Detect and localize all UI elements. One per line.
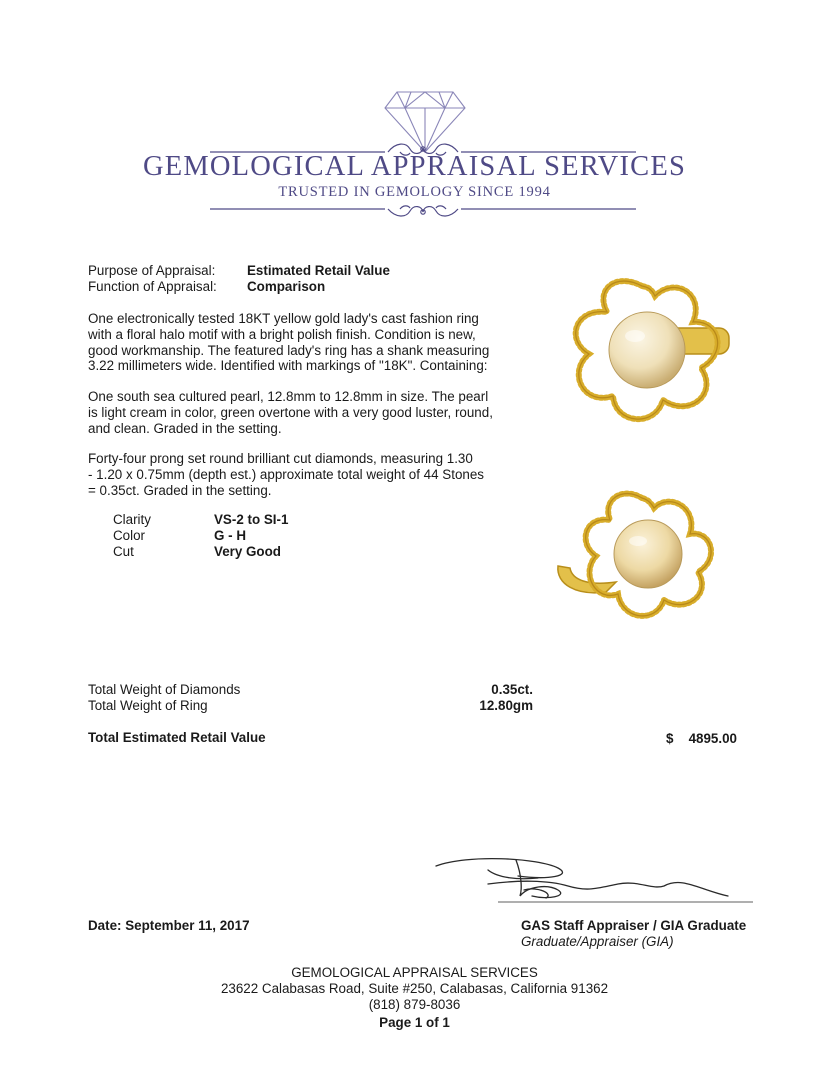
ring-photo-angle: [552, 484, 727, 632]
pearl-description-line: is light cream in color, green overtone with a very good luster, round,: [88, 404, 493, 420]
spec-clarity-value: VS-2 to SI-1: [214, 512, 289, 527]
footer-address: 23622 Calabasas Road, Suite #250, Calabasas, California 91362: [220, 981, 609, 996]
diamond-description-line: = 0.35ct. Graded in the setting.: [88, 482, 272, 498]
footer-phone: (818) 879-8036: [368, 997, 461, 1012]
spec-clarity-label: Clarity: [113, 512, 151, 527]
diamond-description-line: - 1.20 x 0.75mm (depth est.) approximate total weight of 44 Stones: [88, 466, 484, 482]
pearl-description-line: One south sea cultured pearl, 12.8mm to 12.8mm in size. The pearl: [88, 389, 489, 404]
total-retail-label: Total Estimated Retail Value: [88, 730, 266, 745]
spec-color-value: G - H: [214, 528, 246, 543]
total-retail-value: 4895.00: [688, 731, 737, 746]
spec-cut-label: Cut: [113, 544, 134, 559]
diamond-description-line: Forty-four prong set round brilliant cut diamonds, measuring 1.30: [88, 451, 473, 466]
footer-company: GEMOLOGICAL APPRAISAL SERVICES: [291, 965, 538, 980]
company-tagline: TRUSTED IN GEMOLOGY SINCE 1994: [278, 184, 551, 200]
ring-description-line: One electronically tested 18KT yellow gold lady's cast fashion ring: [88, 311, 479, 326]
function-label: Function of Appraisal:: [88, 279, 217, 294]
total-ring-label: Total Weight of Ring: [88, 698, 208, 713]
currency-symbol: $: [666, 731, 674, 746]
ring-description-line: with a floral halo motif with a bright polish finish. Condition is new,: [88, 326, 476, 342]
appraiser-subtitle: Graduate/Appraiser (GIA): [521, 934, 674, 949]
diamond-description: [88, 451, 508, 498]
function-value: Comparison: [247, 279, 326, 294]
pearl-description-line: and clean. Graded in the setting.: [88, 420, 282, 436]
page-number: Page 1 of 1: [379, 1015, 450, 1030]
purpose-label: Purpose of Appraisal:: [88, 263, 216, 278]
total-diamonds-value: 0.35ct.: [491, 682, 533, 697]
header-bottom-ornament: [210, 198, 636, 220]
purpose-value: Estimated Retail Value: [247, 263, 390, 278]
ring-photo-front: [555, 268, 730, 430]
spec-color-label: Color: [113, 528, 145, 543]
ring-description: [88, 311, 508, 374]
company-name: GEMOLOGICAL APPRAISAL SERVICES: [142, 151, 687, 182]
spec-cut-value: Very Good: [214, 544, 281, 559]
pearl-description: [88, 389, 508, 436]
appraiser-signature: [428, 850, 753, 910]
appraiser-title: GAS Staff Appraiser / GIA Graduate: [521, 918, 747, 933]
total-diamonds-label: Total Weight of Diamonds: [88, 682, 241, 697]
ring-description-line: good workmanship. The featured lady's ring has a shank measuring: [88, 342, 490, 358]
total-ring-value: 12.80gm: [479, 698, 533, 713]
ring-description-line: 3.22 millimeters wide. Identified with markings of "18K". Containing:: [88, 358, 488, 374]
appraisal-date: Date: September 11, 2017: [88, 918, 250, 933]
